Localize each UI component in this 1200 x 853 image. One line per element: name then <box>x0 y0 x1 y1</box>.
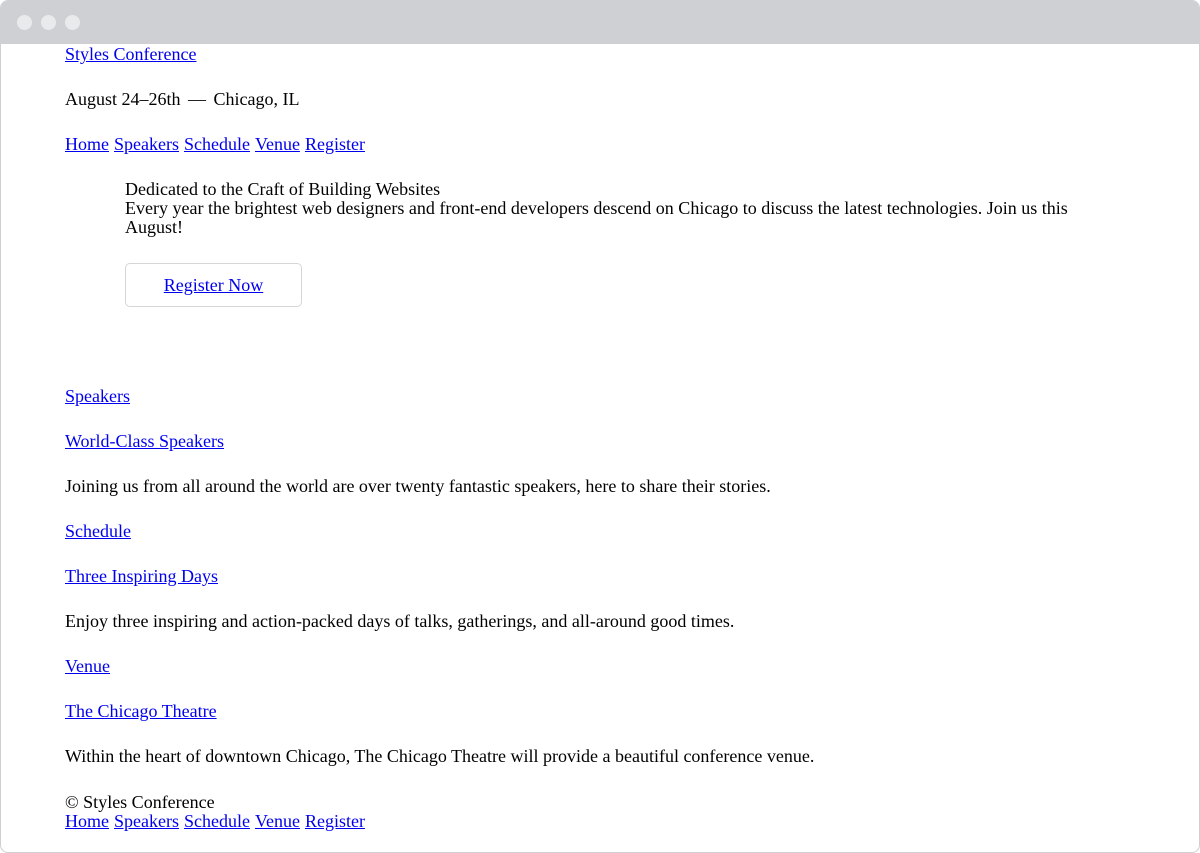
close-window-icon[interactable] <box>17 15 32 30</box>
nav-schedule[interactable]: Schedule <box>183 134 250 154</box>
hero-title: Dedicated to the Craft of Building Websites <box>125 179 441 199</box>
section-schedule-label <box>65 522 131 541</box>
speakers-heading-link[interactable]: World-Class Speakers <box>65 431 225 451</box>
title-bar <box>1 1 1199 44</box>
register-now-link[interactable]: Register Now <box>163 274 264 295</box>
nav-home[interactable]: Home <box>65 134 109 154</box>
section-schedule-text: Enjoy three inspiring and action-packed days of talks, gatherings, and all-around good times. <box>65 611 735 631</box>
footer-nav-home[interactable]: Home <box>65 811 109 831</box>
hero-section <box>125 180 1105 237</box>
section-schedule-heading <box>65 567 218 586</box>
section-speakers-heading <box>65 432 224 451</box>
section-speakers-text: Joining us from all around the world are over twenty fantastic speakers, here to share their stories. <box>65 476 771 496</box>
minimize-window-icon[interactable] <box>41 15 56 30</box>
venue-link[interactable]: Venue <box>65 656 110 676</box>
footer-nav-register[interactable]: Register <box>304 811 365 831</box>
register-now-button[interactable] <box>125 263 302 307</box>
site-logo-line <box>65 45 196 64</box>
site-logo-link[interactable]: Styles Conference <box>65 44 197 64</box>
nav-speakers[interactable]: Speakers <box>114 134 179 154</box>
event-location: Chicago, IL <box>213 89 300 109</box>
hero-text: Every year the brightest web designers and front-end developers descend on Chicago to discuss the latest technologies. Join us this August! <box>125 198 1068 237</box>
event-separator: — <box>188 89 207 109</box>
venue-heading-link[interactable]: The Chicago Theatre <box>65 701 217 721</box>
speakers-link[interactable]: Speakers <box>65 386 130 406</box>
footer-nav <box>65 812 370 831</box>
footer-nav-schedule[interactable]: Schedule <box>183 811 250 831</box>
schedule-link[interactable]: Schedule <box>65 521 131 541</box>
schedule-heading-link[interactable]: Three Inspiring Days <box>65 566 218 586</box>
section-venue-heading <box>65 702 217 721</box>
section-venue-label <box>65 657 110 676</box>
maximize-window-icon[interactable] <box>65 15 80 30</box>
section-speakers-label <box>65 387 130 406</box>
nav-register[interactable]: Register <box>304 134 365 154</box>
primary-nav <box>65 135 370 154</box>
footer-copyright: © Styles Conference <box>65 792 215 812</box>
nav-venue[interactable]: Venue <box>254 134 300 154</box>
footer-nav-venue[interactable]: Venue <box>254 811 300 831</box>
event-info <box>65 90 300 109</box>
footer-nav-speakers[interactable]: Speakers <box>114 811 179 831</box>
event-date: August 24–26th <box>65 89 181 109</box>
section-venue-text: Within the heart of downtown Chicago, The Chicago Theatre will provide a beautiful conference venue. <box>65 746 815 766</box>
